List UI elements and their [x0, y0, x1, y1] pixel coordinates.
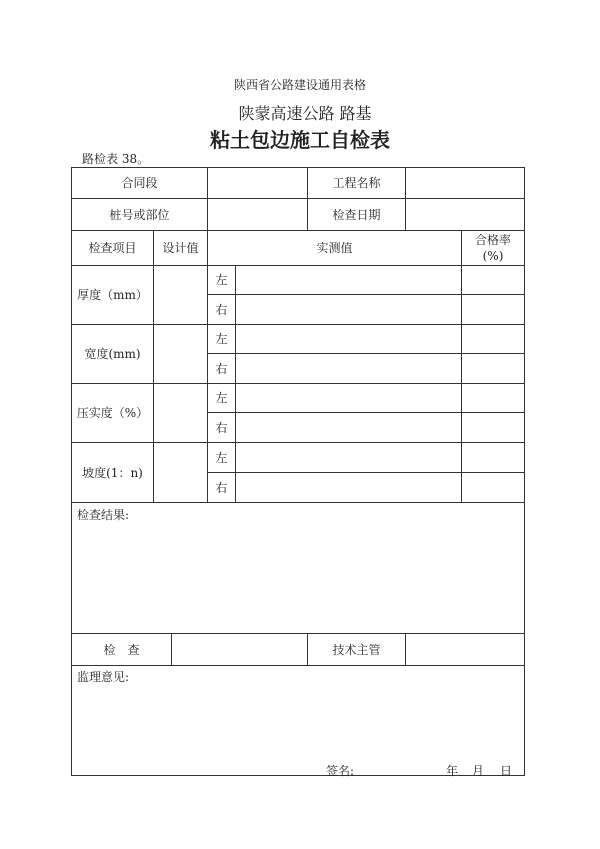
technical-supervisor-field[interactable]: [406, 634, 524, 665]
station-label: 桩号或部位: [109, 207, 170, 222]
form-number: 路检表 38。: [82, 152, 150, 166]
grid-line: [71, 665, 525, 666]
header-top-title: 陕西省公路建设通用表格: [233, 78, 366, 92]
page-title: 粘土包边施工自检表: [210, 128, 390, 152]
width-right-label: 右: [215, 361, 228, 376]
thickness-right-label: 右: [215, 302, 228, 317]
item-thickness: 厚度（mm）: [77, 288, 148, 302]
grid-line: [207, 353, 525, 354]
compaction-right-label: 右: [215, 420, 228, 435]
header-design-value: 设计值: [162, 241, 199, 255]
date-day-label: 日: [500, 764, 513, 778]
checker-label: 检 查: [103, 642, 140, 657]
item-compaction: 压实度（%）: [76, 406, 149, 420]
project-name-label: 工程名称: [332, 176, 381, 190]
station-field[interactable]: [208, 199, 307, 230]
project-name-field[interactable]: [406, 168, 524, 198]
inspection-result-label: 检查结果:: [77, 508, 130, 522]
grid-line: [235, 265, 236, 502]
item-width: 宽度(mm): [84, 347, 141, 361]
contract-label: 合同段: [121, 176, 158, 190]
header-item: 检查项目: [88, 241, 137, 255]
supervision-opinion-label: 监理意见:: [77, 670, 130, 684]
date-year-label: 年: [446, 764, 459, 778]
header-measured-value: 实测值: [316, 241, 353, 255]
grid-line: [461, 230, 462, 502]
checker-field[interactable]: [172, 634, 307, 665]
grid-line: [207, 472, 525, 473]
technical-supervisor-label: 技术主管: [332, 642, 381, 657]
date-month-label: 月: [472, 764, 485, 778]
pass-rate-unit: (%): [482, 249, 504, 263]
header-pass-rate: [462, 231, 524, 265]
pass-rate-label: 合格率: [474, 233, 511, 247]
slope-right-label: 右: [215, 480, 228, 495]
grid-line: [207, 412, 525, 413]
supervision-opinion-area[interactable]: [72, 684, 524, 760]
header-sub-title: 陕蒙高速公路 路基: [238, 104, 372, 123]
contract-field[interactable]: [208, 168, 307, 198]
item-slope: 坡度(1：n): [82, 465, 143, 480]
compaction-left-label: 左: [215, 391, 228, 405]
width-left-label: 左: [215, 332, 228, 346]
grid-line: [153, 230, 154, 502]
thickness-left-label: 左: [215, 273, 228, 287]
slope-left-label: 左: [215, 450, 228, 465]
check-date-field[interactable]: [406, 199, 524, 230]
signature-label: 签名:: [326, 764, 355, 778]
check-date-label: 检查日期: [332, 207, 381, 222]
inspection-result-area[interactable]: [72, 522, 524, 632]
grid-line: [207, 294, 525, 295]
grid-line: [71, 502, 525, 503]
